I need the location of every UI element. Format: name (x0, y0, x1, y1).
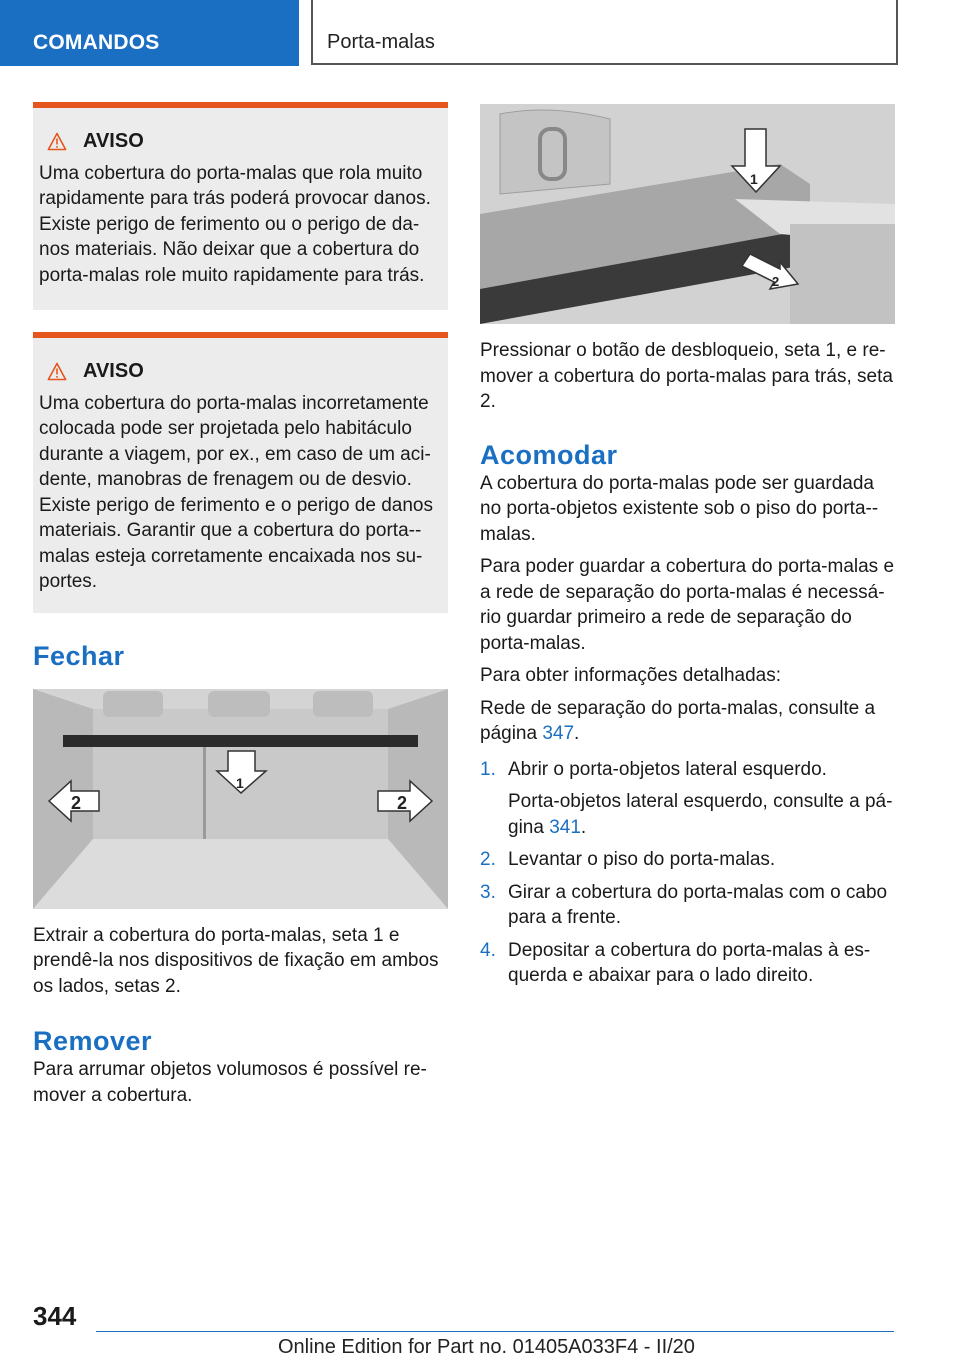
arrow-2-label: 2 (772, 274, 780, 289)
warning-text: Uma cobertura do porta-malas que rola muito rapidamente para trás poderá provocar danos. Existe perigo de ferimento ou o perigo de da-nos materiais. Não deixar que a cobertura do porta-malas role muito rapidamente para trás. (39, 162, 431, 286)
step-number: 3. (480, 881, 496, 903)
section-heading-remove: Remover (33, 1026, 153, 1056)
page-link-347[interactable]: 347 (542, 723, 575, 744)
warning-title (47, 359, 442, 385)
step-text: Abrir o porta-objetos lateral esquerdo. (508, 758, 827, 780)
step-text: Levantar o piso do porta-malas. (508, 849, 776, 870)
step-text: Depositar a cobertura do porta-malas à es-querda e abaixar para o lado direito. (508, 939, 871, 986)
page-header (311, 0, 898, 65)
section-heading-close: Fechar (33, 640, 125, 671)
arrow-1-label: 1 (750, 171, 758, 187)
trunk-cover-close-illustration (33, 689, 448, 909)
stow-paragraph: Para obter informações detalhadas: (480, 665, 782, 686)
warning-label: AVISO (83, 130, 144, 152)
list-item (480, 757, 895, 841)
page-link-341[interactable]: 341 (549, 816, 581, 838)
reference-end: . (574, 723, 580, 744)
warning-triangle-icon (47, 362, 67, 381)
step-number: 2. (480, 849, 496, 870)
list-item (480, 880, 895, 931)
step-text: Girar a cobertura do porta-malas com o cabo para a frente. (508, 881, 888, 928)
warning-text: Uma cobertura do porta-malas incorretamente colocada pode ser projetada pelo habitáculo durante a viagem, por ex., em caso de um aci-dente, manobras de frenagem ou de desvio. Existe perigo de ferimento e o perigo de danos materiais. Garantir que a cobertura do porta--malas esteja corretamente encaixada nos su-portes. (39, 392, 433, 592)
warning-box (33, 102, 448, 310)
list-item (480, 847, 895, 873)
footer-edition: Online Edition for Part no. 01405A033F4 - II/20 (278, 1336, 695, 1358)
page-number: 344 (33, 1301, 77, 1331)
warning-triangle-icon (47, 132, 67, 151)
stow-paragraph: A cobertura do porta-malas pode ser guardada no porta-objetos existente sob o piso do porta--malas. (480, 472, 879, 545)
section-title: COMANDOS (33, 31, 160, 54)
reference-text: Rede de separação do porta-malas, consulte a página (480, 697, 876, 744)
arrow-2-left-label: 2 (71, 792, 82, 813)
close-caption: Extrair a cobertura do porta-malas, seta 1 e prendê-la nos dispositivos de fixação em ambos os lados, setas 2. (33, 924, 439, 997)
section-heading-stow: Acomodar (480, 439, 618, 470)
warning-label: AVISO (83, 360, 144, 382)
right-column (480, 104, 895, 996)
trunk-cover-release-illustration (480, 104, 895, 324)
list-item (480, 938, 895, 989)
release-caption: Pressionar o botão de desbloqueio, seta 1, e re-mover a cobertura do porta-malas para trás, seta 2. (480, 340, 893, 412)
left-column (33, 102, 448, 1108)
warning-box (33, 332, 448, 613)
section-tab (0, 0, 299, 66)
arrow-2-right-label: 2 (397, 792, 408, 813)
step-number: 4. (480, 939, 496, 961)
remove-text: Para arrumar objetos volumosos é possível re-mover a cobertura. (33, 1059, 427, 1106)
arrow-1-label: 1 (236, 774, 244, 791)
warning-title (47, 129, 442, 155)
reference-end: . (580, 816, 587, 838)
stow-paragraph: Para poder guardar a cobertura do porta-malas e a rede de separação do porta-malas é necessá-rio guardar primeiro a rede de separação do porta-malas. (480, 556, 895, 654)
steps-list (480, 757, 895, 989)
stow-reference (480, 696, 895, 747)
step-number: 1. (480, 758, 496, 780)
footer-divider (96, 1331, 894, 1332)
step-reference (508, 789, 895, 840)
page-title: Porta-malas (327, 31, 435, 53)
reference-text: Porta-objetos lateral esquerdo, consulte a pá-gina (508, 791, 893, 838)
